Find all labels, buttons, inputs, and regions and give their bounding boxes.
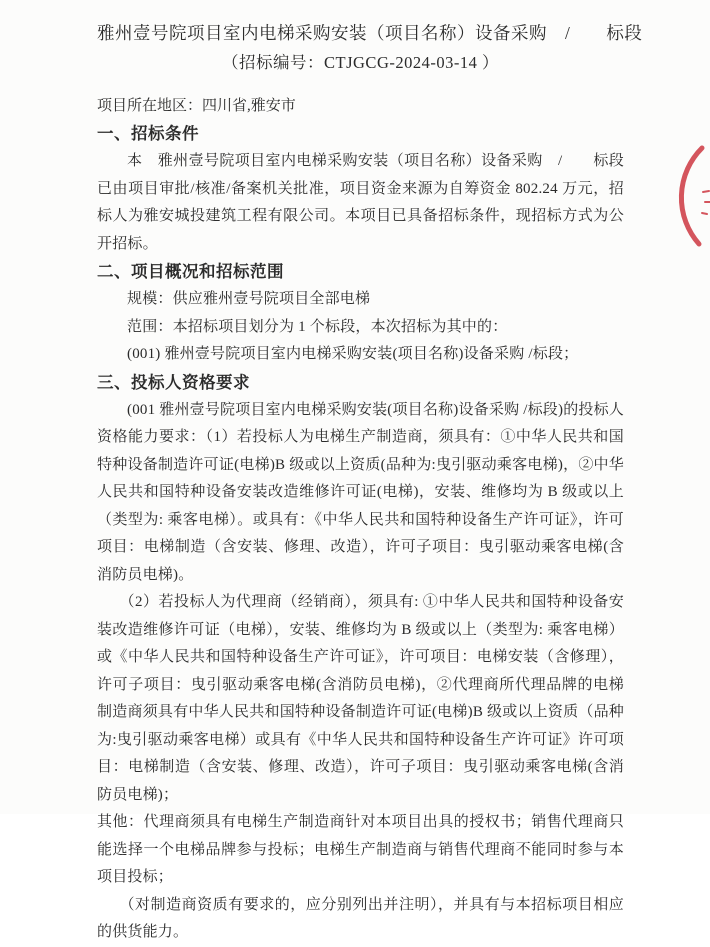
seal-arc [681, 148, 702, 244]
section-heading-tender-conditions: 一、招标条件 [97, 124, 199, 143]
lot-001-line: (001) 雅州壹号院项目室内电梯采购安装(项目名称)设备采购 /标段； [127, 346, 579, 362]
document-title: 雅州壹号院项目室内电梯采购安装（项目名称）设备采购 / 标段 [97, 23, 643, 43]
project-location: 项目所在地区：四川省,雅安市 [97, 98, 296, 114]
section-heading-project-overview: 二、项目概况和招标范围 [97, 262, 284, 281]
qualification-paragraph-other: 其他：代理商须具有电梯生产制造商针对本项目出具的授权书；销售代理商只能选择一个电梯品牌参与投标；电梯生产制造商与销售代理商不能同时参与本项目投标； [97, 814, 624, 885]
official-seal-partial-icon [666, 142, 710, 252]
qualification-paragraph-note: （对制造商资质有要求的，应分别列出并注明），并具有与本招标项目相应的供货能力。 [97, 896, 624, 940]
tender-conditions-paragraph: 本 雅州壹号院项目室内电梯采购安装（项目名称）设备采购 / 标段已由项目审批/核准/备案机关批准，项目资金来源为自筹资金 802.24 万元，招标人为雅安城投建筑工程有限公司。本项目已具备招标条件，现招标方式为公开招标。 [97, 153, 624, 252]
seal-text-fragment [703, 191, 709, 192]
seal-text-fragment [702, 213, 707, 214]
document-body [97, 20, 643, 947]
section-heading-bidder-qualifications: 三、投标人资格要求 [97, 372, 250, 392]
project-scale-line: 规模：供应雅州壹号院项目全部电梯 [127, 291, 371, 307]
qualification-paragraph-agent: （2）若投标人为代理商（经销商），须具有: ①中华人民共和国特种设备安装改造维修许可证（电梯），安装、维修均为 B 级或以上（类型为: 乘客电梯）或《中华人民共和国特种设备生产许可证》，许可项目：电梯安装（含修理），许可子项目：曳引驱动乘客电梯(含消防员电梯)，②代理商所代理品牌的电梯制造商须具有中华人民共和国特种设备制造许可证(电梯)B 级或以上资质（品种为:曳引驱动乘客电梯）或具有《中华人民共和国特种设备生产许可证》许可项目：电梯制造（含安装、修理、改造），许可子项目：曳引驱动乘客电梯(含消防员电梯)； [97, 594, 624, 803]
qualification-paragraph-manufacturer: (001 雅州壹号院项目室内电梯采购安装(项目名称)设备采购 /标段)的投标人资格能力要求：（1）若投标人为电梯生产制造商，须具有：①中华人民共和国特种设备制造许可证(电梯)B 级或以上资质(品种为:曳引驱动乘客电梯)，②中华人民共和国特种设备安装改造维修许可证(电梯)，安装、维修均为 B 级或以上（类型为: 乘客电梯）。或具有：《中华人民共和国特种设备生产许可证》，许可项目：电梯制造（含安装、修理、改造），许可子项目：曳引驱动乘客电梯(含消防员电梯)。 [97, 401, 624, 583]
tender-number: （招标编号：CTJGCG-2024-03-14 ） [222, 53, 499, 72]
project-scope-line: 范围：本招标项目划分为 1 个标段，本次招标为其中的： [127, 318, 508, 335]
